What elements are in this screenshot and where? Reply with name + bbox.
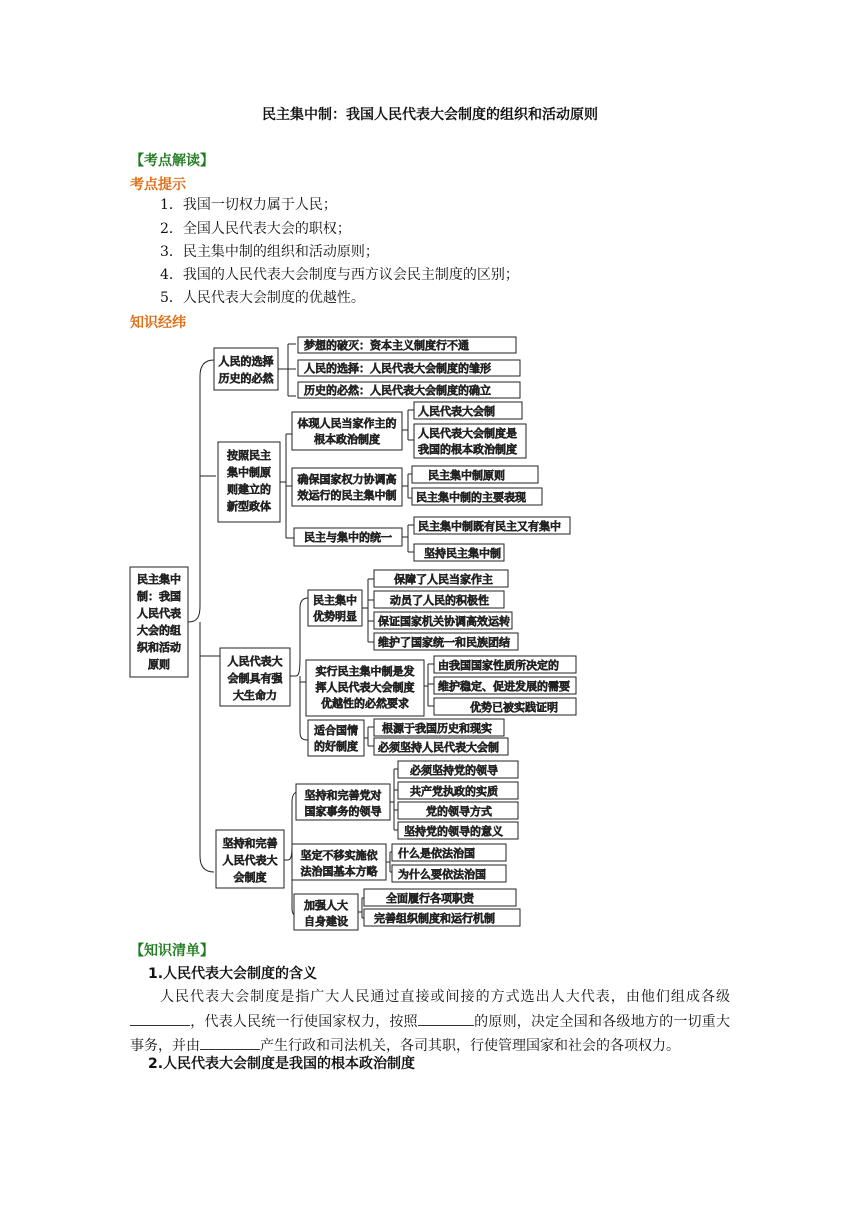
tree-text: 动员了人民的积极性	[390, 594, 489, 607]
tip-item: 5．人民代表大会制度的优越性。	[160, 290, 365, 306]
tree-text: 适合国情	[314, 724, 358, 737]
tree-text: 民主集中制的主要表现	[416, 491, 526, 504]
tree-text: 人民的选择	[218, 355, 274, 368]
tree-text: 实行民主集中制是发	[315, 665, 415, 678]
knowledge-tree	[128, 336, 588, 936]
tree-text: 共产党执政的实质	[410, 785, 498, 798]
item-heading-1: 1.人民代表大会制度的含义	[148, 966, 318, 982]
tree-text: 会制度	[233, 871, 267, 884]
tree-text: 国家事务的领导	[304, 805, 382, 818]
section-heading-list: 【知识清单】	[130, 943, 214, 959]
tree-text: 挥人民代表大会制度	[315, 681, 415, 694]
tree-text: 全面履行各项职责	[386, 892, 474, 905]
tree-text: 必须坚持党的领导	[410, 764, 498, 777]
tree-text: 则建立的	[227, 483, 271, 496]
tree-text: 民主与集中的统一	[304, 531, 392, 544]
page-title: 民主集中制：我国人民代表大会制度的组织和活动原则	[262, 107, 598, 123]
tree-text: 新型政体	[227, 500, 271, 513]
tree-text: 体现人民当家作主的	[297, 417, 397, 430]
tree-text: 根源于我国历史和现实	[382, 722, 492, 735]
tree-text: 维护了国家统一和民族团结	[378, 636, 510, 649]
tree-text: 坚持党的领导的意义	[404, 825, 503, 838]
tree-text: 为什么要依法治国	[398, 868, 486, 881]
tree-text: 加强人大	[304, 899, 348, 912]
item-heading-2: 2.人民代表大会制度是我国的根本政治制度	[148, 1056, 416, 1072]
tree-text: 民主集中	[137, 573, 181, 586]
tree-text: 优势已被实践证明	[470, 701, 558, 714]
section-heading-analysis: 【考点解读】	[130, 153, 214, 169]
tree-text: 效运行的民主集中制	[297, 489, 397, 502]
tree-text: 党的领导方式	[426, 805, 492, 818]
tree-root-node	[130, 567, 188, 677]
tree-text: 保证国家机关协调高效运转	[378, 615, 510, 628]
tree-text: 坚定不移实施依	[300, 849, 378, 862]
tree-text: 坚持和完善党对	[304, 789, 382, 802]
tree-text: 我国的根本政治制度	[418, 443, 517, 456]
tree-text: 的好制度	[314, 740, 358, 753]
tree-text: 完善组织制度和运行机制	[374, 912, 495, 925]
tree-text: 由我国国家性质所决定的	[438, 659, 559, 672]
tree-branch-4	[216, 761, 520, 930]
tree-text: 坚持和完善	[222, 837, 278, 850]
tree-text: 人民代表大会制度是	[418, 427, 517, 440]
tree-text: 织和活动	[137, 641, 181, 654]
tree-text: 人民代表	[137, 607, 181, 620]
tip-item: 3．民主集中制的组织和活动原则；	[160, 244, 379, 260]
tree-text: 原则	[148, 658, 170, 671]
tree-text: 人民的选择：人民代表大会制度的雏形	[304, 362, 491, 375]
tip-item: 2．全国人民代表大会的职权；	[160, 221, 351, 237]
section-heading-tree: 知识经纬	[130, 315, 186, 331]
tree-text: 人民代表大	[227, 655, 283, 668]
para-text: 的原则，决定全国和各级地方的一切重大事务，并由	[130, 1013, 731, 1054]
tree-text: 历史的必然	[218, 372, 274, 385]
para-text: ，代表人民统一行使国家权力，按照	[190, 1013, 418, 1030]
tree-text: 人民代表大会制	[418, 405, 495, 418]
tree-text: 制：我国	[137, 590, 181, 603]
tree-text: 集中制原	[227, 466, 271, 479]
tree-branch-1	[214, 337, 520, 398]
tree-text: 保障了人民当家作主	[394, 573, 493, 586]
tree-text: 优越性的必然要求	[321, 697, 409, 710]
tree-text: 大会的组	[137, 624, 181, 637]
tip-item: 1．我国一切权力属于人民；	[160, 197, 337, 213]
tree-text: 坚持民主集中制	[424, 547, 501, 560]
tree-text: 民主集中	[313, 594, 357, 607]
tree-text: 梦想的破灭：资本主义制度行不通	[304, 339, 469, 352]
fill-blank-2[interactable]	[418, 1011, 474, 1026]
tree-text: 维护稳定、促进发展的需要	[438, 680, 570, 693]
tree-text: 大生命力	[233, 689, 277, 702]
section-heading-tips: 考点提示	[130, 177, 186, 193]
tree-text: 自身建设	[304, 915, 348, 928]
tree-text: 必须坚持人民代表大会制	[378, 741, 499, 754]
tree-text: 确保国家权力协调高	[297, 473, 397, 486]
item1-paragraph	[130, 985, 730, 1059]
tree-text: 人民代表大	[222, 854, 278, 867]
fill-blank-3[interactable]	[200, 1035, 260, 1050]
para-text: 人民代表大会制度是指广大人民通过直接或间接的方式选出人大代表，由他们组成各级	[160, 989, 730, 1005]
tree-text: 按照民主	[227, 449, 271, 462]
tree-text: 什么是依法治国	[398, 847, 475, 860]
tree-text: 优势明显	[313, 610, 357, 623]
tree-text: 会制具有强	[227, 672, 283, 685]
tree-text: 根本政治制度	[314, 433, 380, 446]
tree-text: 法治国基本方略	[300, 865, 378, 878]
tree-text: 历史的必然：人民代表大会制度的确立	[304, 384, 491, 397]
tree-text: 民主集中制原则	[428, 469, 505, 482]
tip-item: 4．我国的人民代表大会制度与西方议会民主制度的区别；	[160, 267, 519, 283]
tree-branch-3	[200, 570, 576, 756]
para-text: 产生行政和司法机关，各司其职，行使管理国家和社会的各项权力。	[260, 1038, 680, 1054]
fill-blank-1[interactable]	[130, 1011, 190, 1026]
tree-text: 民主集中制既有民主又有集中	[418, 520, 561, 533]
